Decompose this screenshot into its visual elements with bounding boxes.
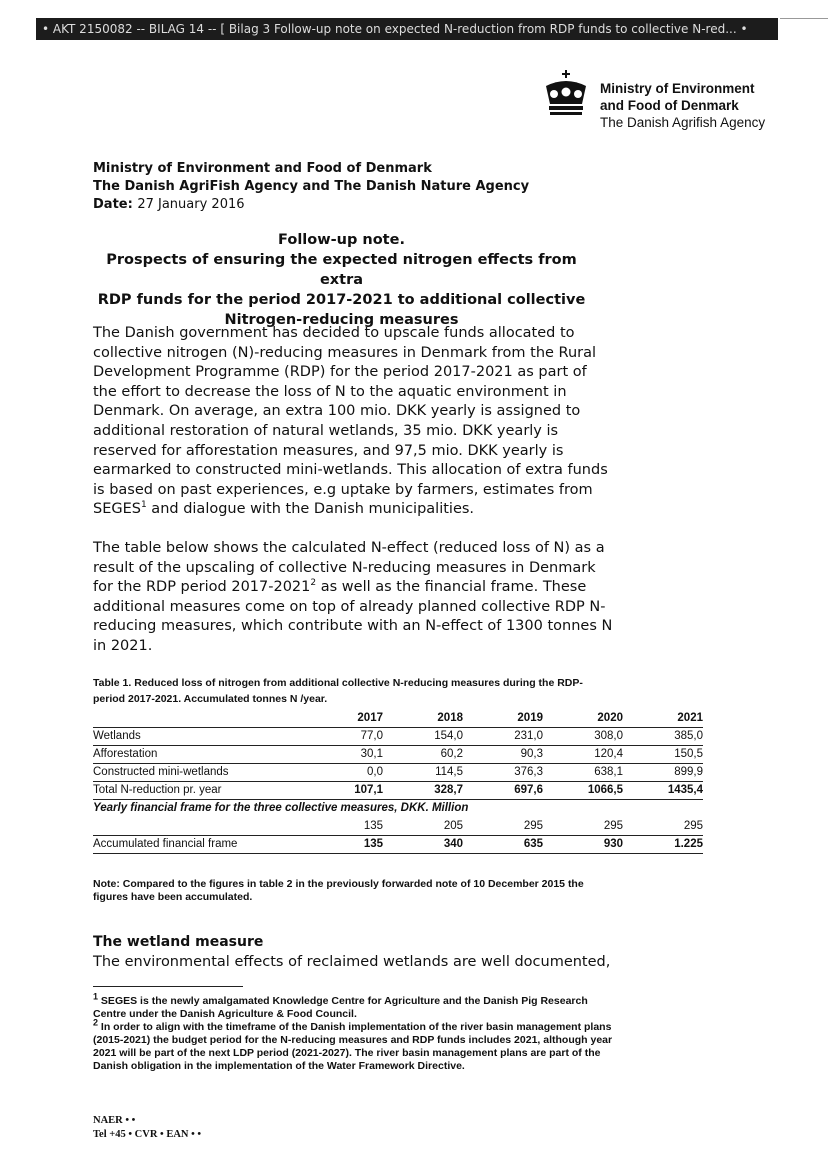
cell-value: 30,1 xyxy=(303,745,383,763)
accumulated-value: 635 xyxy=(463,835,543,853)
date-value: 27 January 2016 xyxy=(137,197,245,212)
title-line-2: Prospects of ensuring the expected nitrogen effects from extra xyxy=(106,252,577,288)
total-value: 1066,5 xyxy=(543,781,623,799)
footnote-ref-1: 1 xyxy=(140,500,147,511)
table-note: Note: Compared to the figures in table 2 in the previously forwarded note of 10 December 2015 the figures have been accumulated. xyxy=(93,878,584,903)
paragraph-intro-tail: and dialogue with the Danish municipalities. xyxy=(146,501,475,518)
top-rule xyxy=(780,18,828,19)
cell-value: 150,5 xyxy=(623,745,703,763)
total-value: 328,7 xyxy=(383,781,463,799)
financial-frame-blank xyxy=(93,817,303,835)
section-title: The wetland measure xyxy=(93,934,264,950)
financial-frame-heading: Yearly financial frame for the three collective measures, DKK. Million xyxy=(93,802,469,815)
cell-value: 114,5 xyxy=(383,763,463,781)
n-reduction-table xyxy=(93,709,703,854)
year-header: 2019 xyxy=(463,709,543,727)
table-header-row xyxy=(93,709,703,727)
header-ministry: Ministry of Environment and Food of Denmark xyxy=(93,161,432,176)
crown-icon xyxy=(540,68,600,118)
paragraph-table-intro-text: The table below shows the calculated N-effect (reduced loss of N) as a result of the upscaling of collective N-reducing measures in Denmark for the RDP period 2017-2021 xyxy=(93,540,605,596)
total-label: Total N-reduction pr. year xyxy=(93,781,303,799)
footnote-2-mark: 2 xyxy=(93,1017,99,1028)
accumulated-row xyxy=(93,835,703,853)
footnotes xyxy=(93,991,613,1073)
footnote-2-text: In order to align with the timeframe of the Danish implementation of the river basin management plans (2015-2021) the budget period for the N-reducing measures and RDP funds includes 2021, although year 2021 will be part of the next LDP period (2021-2027). The river basin management plans are part of the Danish obligation in the implementation of the Water Framework Directive. xyxy=(93,1021,613,1072)
table-row xyxy=(93,763,703,781)
footnote-rule xyxy=(93,986,243,987)
cell-value: 154,0 xyxy=(383,727,463,745)
table-total-row xyxy=(93,781,703,799)
footnote-ref-2: 2 xyxy=(310,578,317,589)
cell-value: 231,0 xyxy=(463,727,543,745)
page-footer xyxy=(93,1114,201,1142)
paragraph-table-intro xyxy=(93,539,613,657)
cell-value: 90,3 xyxy=(463,745,543,763)
accumulated-value: 1.225 xyxy=(623,835,703,853)
year-header: 2021 xyxy=(623,709,703,727)
accumulated-value: 135 xyxy=(303,835,383,853)
row-label: Constructed mini-wetlands xyxy=(93,763,303,781)
frame-value: 295 xyxy=(543,817,623,835)
footer-line-1: NAER • • xyxy=(93,1115,136,1126)
footnote-2 xyxy=(93,1017,613,1073)
title-line-3: RDP funds for the period 2017-2021 to additional collective xyxy=(97,292,586,308)
cell-value: 899,9 xyxy=(623,763,703,781)
cell-value: 308,0 xyxy=(543,727,623,745)
year-header: 2017 xyxy=(303,709,383,727)
header-agencies: The Danish AgriFish Agency and The Danish Nature Agency xyxy=(93,179,530,194)
document-header xyxy=(93,160,529,214)
financial-frame-heading-row xyxy=(93,799,703,817)
header-bar-text: • AKT 2150082 -- BILAG 14 -- [ Bilag 3 Follow-up note on expected N-reduction from RDP funds to collective N-red... • xyxy=(42,22,748,36)
cell-value: 638,1 xyxy=(543,763,623,781)
agency-line-1: Ministry of Environment xyxy=(600,81,755,96)
table-row xyxy=(93,727,703,745)
paragraph-intro xyxy=(93,324,613,520)
footnote-1 xyxy=(93,991,613,1021)
agency-block xyxy=(600,80,765,131)
frame-value: 135 xyxy=(303,817,383,835)
table-caption: Table 1. Reduced loss of nitrogen from additional collective N-reducing measures during the RDP-period 2017-2021. Accumulated tonnes N /year. xyxy=(93,677,583,705)
row-label: Wetlands xyxy=(93,727,303,745)
title-line-1: Follow-up note. xyxy=(278,232,405,248)
frame-value: 295 xyxy=(463,817,543,835)
total-value: 1435,4 xyxy=(623,781,703,799)
frame-value: 295 xyxy=(623,817,703,835)
cell-value: 77,0 xyxy=(303,727,383,745)
cell-value: 0,0 xyxy=(303,763,383,781)
accumulated-value: 340 xyxy=(383,835,463,853)
accumulated-value: 930 xyxy=(543,835,623,853)
date-label: Date: xyxy=(93,197,133,212)
footer-line-2: Tel +45 • CVR • EAN • • xyxy=(93,1129,202,1140)
year-header: 2018 xyxy=(383,709,463,727)
year-header: 2020 xyxy=(543,709,623,727)
title-line-4: Nitrogen-reducing measures xyxy=(224,312,459,328)
paragraph-table-intro-tail: as well as the financial frame. These additional measures come on top of already planned collective RDP N-reducing measures, which contribute with an N-effect of 1300 tonnes N in 2021. xyxy=(93,579,613,654)
table-row xyxy=(93,745,703,763)
paragraph-intro-text: The Danish government has decided to upscale funds allocated to collective nitrogen (N)-reducing measures in Denmark from the Rural Development Programme (RDP) for the period 2017-2021 as part of the effort to decrease the loss of N to the aquatic environment in Denmark. On average, an extra 100 mio. DKK yearly is assigned to additional restoration of natural wetlands, 35 mio. DKK yearly is reserved for afforestation measures, and 97,5 mio. DKK yearly is earmarked to constructed mini-wetlands. This allocation of extra funds is based on past experiences, e.g uptake by farmers, estimates from SEGES xyxy=(93,325,608,518)
cell-value: 120,4 xyxy=(543,745,623,763)
section-first-line: The environmental effects of reclaimed wetlands are well documented, xyxy=(93,954,611,970)
document-header-bar xyxy=(36,18,778,40)
document-title xyxy=(93,230,590,330)
table-corner xyxy=(93,709,303,727)
total-value: 107,1 xyxy=(303,781,383,799)
cell-value: 385,0 xyxy=(623,727,703,745)
cell-value: 60,2 xyxy=(383,745,463,763)
total-value: 697,6 xyxy=(463,781,543,799)
row-label: Afforestation xyxy=(93,745,303,763)
cell-value: 376,3 xyxy=(463,763,543,781)
agency-line-2: and Food of Denmark xyxy=(600,98,739,113)
frame-value: 205 xyxy=(383,817,463,835)
agency-line-3: The Danish Agrifish Agency xyxy=(600,115,766,130)
header-date xyxy=(93,196,529,214)
accumulated-label: Accumulated financial frame xyxy=(93,835,303,853)
footnote-1-text: SEGES is the newly amalgamated Knowledge Centre for Agriculture and the Danish Pig Research Centre under the Danish Agriculture & Food Council. xyxy=(93,995,588,1020)
footnote-1-mark: 1 xyxy=(93,991,99,1002)
financial-frame-row xyxy=(93,817,703,835)
